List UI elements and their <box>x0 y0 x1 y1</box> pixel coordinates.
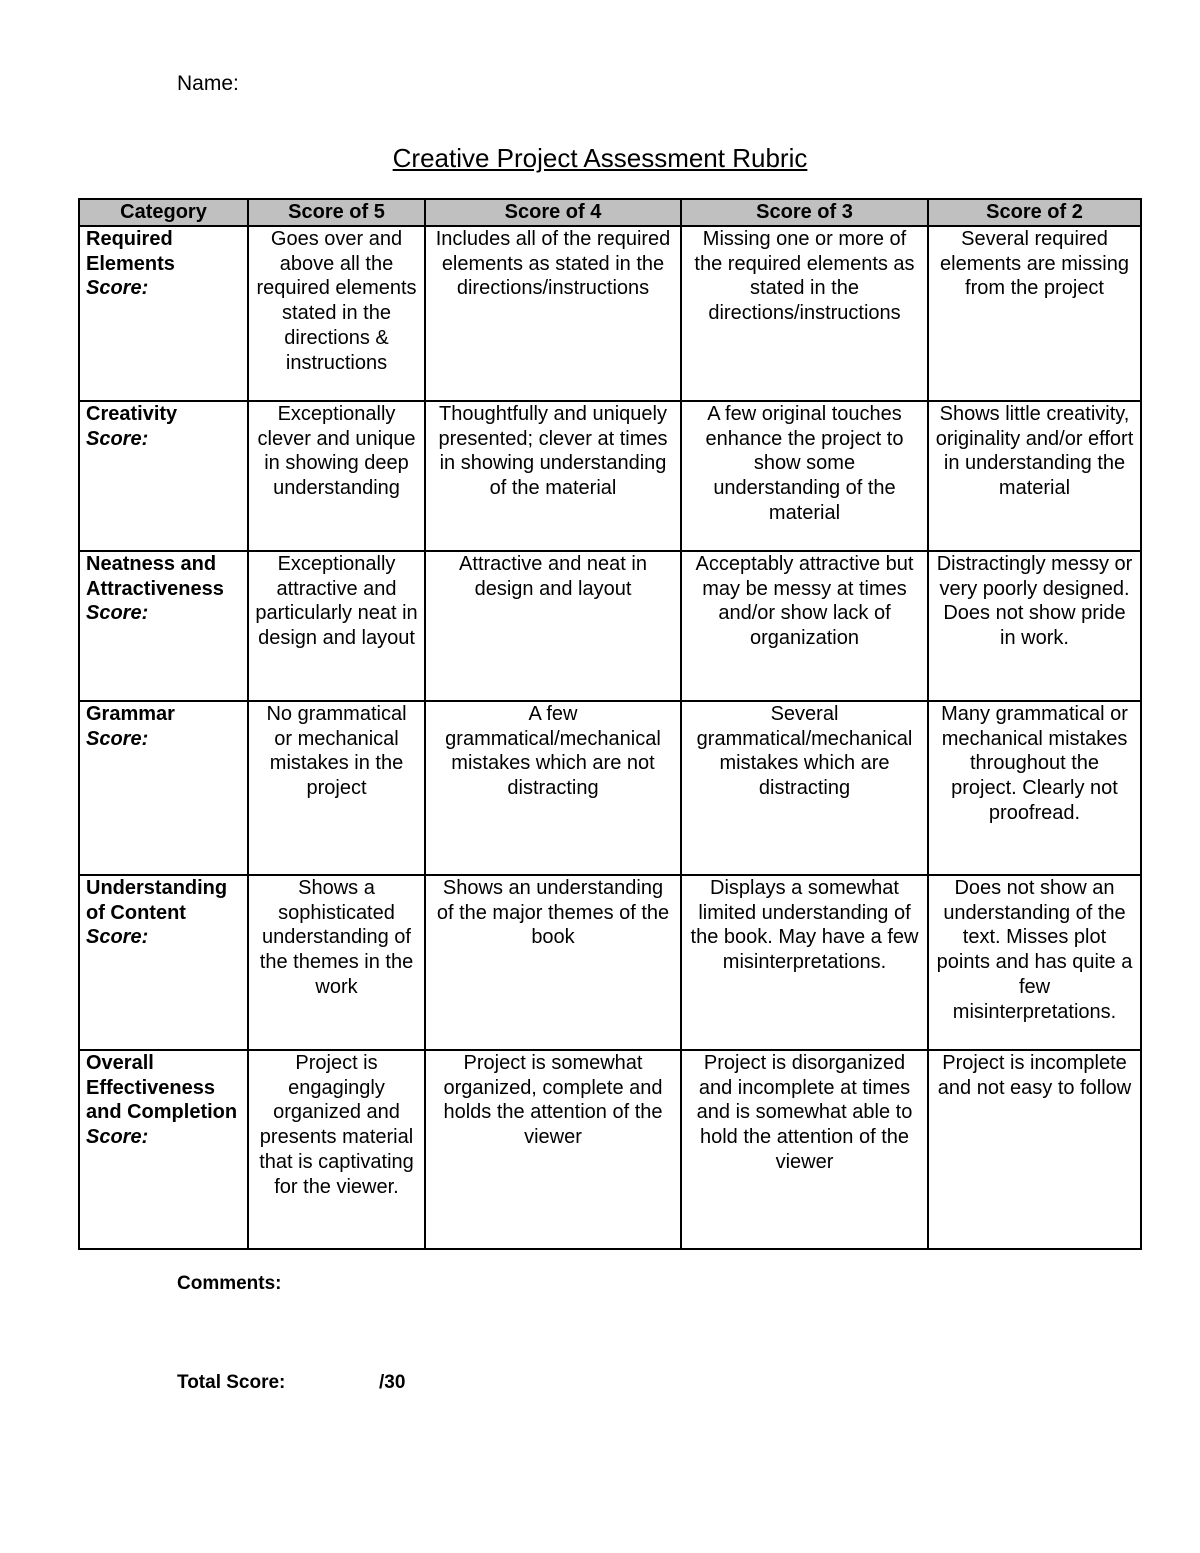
rubric-cell: Project is incomplete and not easy to follow <box>928 1050 1141 1249</box>
table-row <box>79 875 1141 1050</box>
total-score-label: Total Score: <box>177 1372 286 1393</box>
rubric-cell: No grammatical or mechanical mistakes in the project <box>248 701 425 875</box>
category-cell <box>79 551 248 701</box>
table-row <box>79 551 1141 701</box>
page-title: Creative Project Assessment Rubric <box>392 143 808 173</box>
rubric-cell: Shows little creativity, originality and/or effort in understanding the material <box>928 401 1141 551</box>
rubric-cell: Several grammatical/mechanical mistakes which are distracting <box>681 701 928 875</box>
rubric-cell: Does not show an understanding of the text. Misses plot points and has quite a few misinterpretations. <box>928 875 1141 1050</box>
rubric-cell: Includes all of the required elements as stated in the directions/instructions <box>425 226 681 401</box>
category-label: Grammar <box>86 702 175 725</box>
rubric-cell: Acceptably attractive but may be messy at times and/or show lack of organization <box>681 551 928 701</box>
comments-label: Comments: <box>177 1273 282 1294</box>
score-label: Score: <box>86 926 149 949</box>
header-score-3: Score of 3 <box>681 199 928 226</box>
category-cell <box>79 226 248 401</box>
score-label: Score: <box>86 727 149 750</box>
table-row <box>79 1050 1141 1249</box>
rubric-cell: Distractingly messy or very poorly designed. Does not show pride in work. <box>928 551 1141 701</box>
rubric-table <box>78 198 1142 1250</box>
category-label: Overall Effectiveness and Completion <box>86 1051 238 1124</box>
rubric-cell: Shows an understanding of the major themes of the book <box>425 875 681 1050</box>
category-label: Neatness and Attractiveness <box>86 552 224 600</box>
rubric-cell: Goes over and above all the required elements stated in the directions & instructions <box>248 226 425 401</box>
rubric-cell: Many grammatical or mechanical mistakes throughout the project. Clearly not proofread. <box>928 701 1141 875</box>
table-row <box>79 226 1141 401</box>
header-category: Category <box>79 199 248 226</box>
rubric-cell: Project is somewhat organized, complete and holds the attention of the viewer <box>425 1050 681 1249</box>
category-cell <box>79 701 248 875</box>
name-label: Name: <box>177 72 239 95</box>
score-label: Score: <box>86 427 149 450</box>
category-cell <box>79 1050 248 1249</box>
rubric-cell: Displays a somewhat limited understanding of the book. May have a few misinterpretations. <box>681 875 928 1050</box>
table-row <box>79 401 1141 551</box>
table-row <box>79 701 1141 875</box>
header-row <box>79 199 1141 226</box>
header-score-2: Score of 2 <box>928 199 1141 226</box>
category-label: Required Elements <box>86 227 175 275</box>
category-cell <box>79 401 248 551</box>
rubric-cell: Exceptionally clever and unique in showing deep understanding <box>248 401 425 551</box>
total-score <box>177 1372 406 1394</box>
score-label: Score: <box>86 1126 149 1149</box>
category-label: Creativity <box>86 402 178 425</box>
rubric-cell: Attractive and neat in design and layout <box>425 551 681 701</box>
rubric-cell: Project is disorganized and incomplete at times and is somewhat able to hold the attention of the viewer <box>681 1050 928 1249</box>
rubric-cell: Project is engagingly organized and presents material that is captivating for the viewer. <box>248 1050 425 1249</box>
category-label: Understanding of Content <box>86 876 228 924</box>
rubric-cell: Thoughtfully and uniquely presented; clever at times in showing understanding of the material <box>425 401 681 551</box>
score-label: Score: <box>86 602 149 625</box>
header-score-5: Score of 5 <box>248 199 425 226</box>
header-score-4: Score of 4 <box>425 199 681 226</box>
rubric-cell: A few grammatical/mechanical mistakes which are not distracting <box>425 701 681 875</box>
rubric-cell: Several required elements are missing from the project <box>928 226 1141 401</box>
rubric-cell: Shows a sophisticated understanding of the themes in the work <box>248 875 425 1050</box>
total-score-out-of: /30 <box>379 1372 406 1393</box>
category-cell <box>79 875 248 1050</box>
rubric-cell: Exceptionally attractive and particularly neat in design and layout <box>248 551 425 701</box>
score-label: Score: <box>86 277 149 300</box>
rubric-cell: Missing one or more of the required elements as stated in the directions/instructions <box>681 226 928 401</box>
rubric-cell: A few original touches enhance the project to show some understanding of the material <box>681 401 928 551</box>
